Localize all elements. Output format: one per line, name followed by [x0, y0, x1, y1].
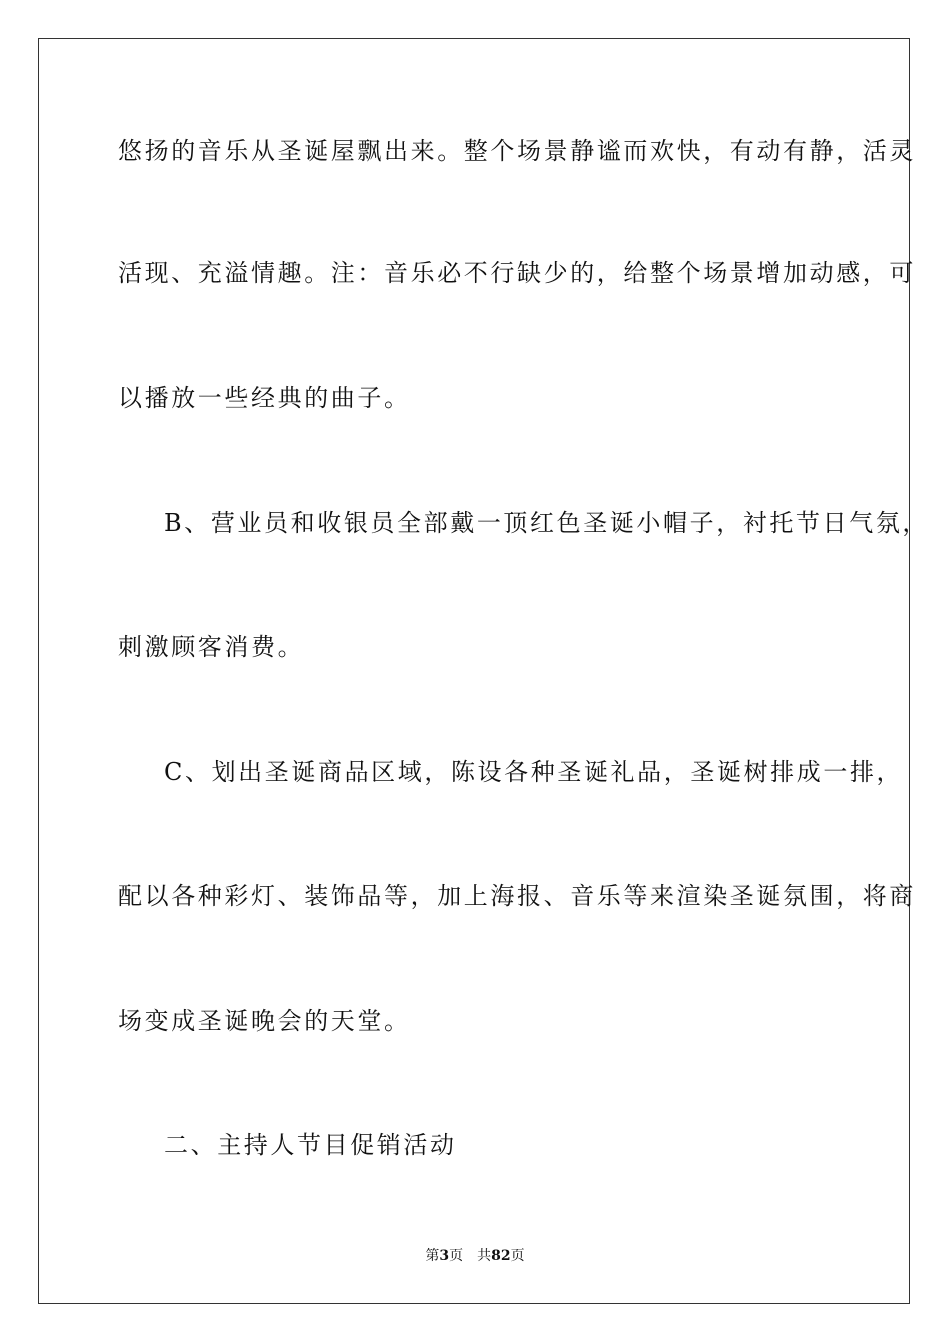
- paragraph-line-3: 以播放一些经典的曲子。: [118, 384, 411, 412]
- page-suffix: 页: [449, 1248, 464, 1264]
- total-suffix: 页: [510, 1248, 525, 1264]
- paragraph-line-1: 悠扬的音乐从圣诞屋飘出来。整个场景静谧而欢快，有动有静，活灵: [118, 137, 916, 165]
- page-prefix: 第: [425, 1248, 440, 1264]
- page-footer: [0, 1246, 950, 1266]
- total-pages: 82: [491, 1248, 511, 1264]
- page-border: [38, 38, 910, 1304]
- paragraph-line-5: 刺激顾客消费。: [118, 633, 305, 661]
- paragraph-line-2: 活现、充溢情趣。注：音乐必不行缺少的，给整个场景增加动感，可: [118, 259, 916, 287]
- paragraph-line-7: 配以各种彩灯、装饰品等，加上海报、音乐等来渲染圣诞氛围，将商: [118, 882, 916, 910]
- paragraph-line-6: C、划出圣诞商品区域，陈设各种圣诞礼品，圣诞树排成一排，: [164, 758, 904, 786]
- paragraph-line-4: B、营业员和收银员全部戴一顶红色圣诞小帽子，衬托节日气氛，: [164, 509, 930, 537]
- section-heading: 二、主持人节目促销活动: [164, 1131, 457, 1159]
- total-prefix: 共: [477, 1248, 492, 1264]
- page-number: 3: [439, 1248, 450, 1264]
- paragraph-line-8: 场变成圣诞晚会的天堂。: [118, 1007, 411, 1035]
